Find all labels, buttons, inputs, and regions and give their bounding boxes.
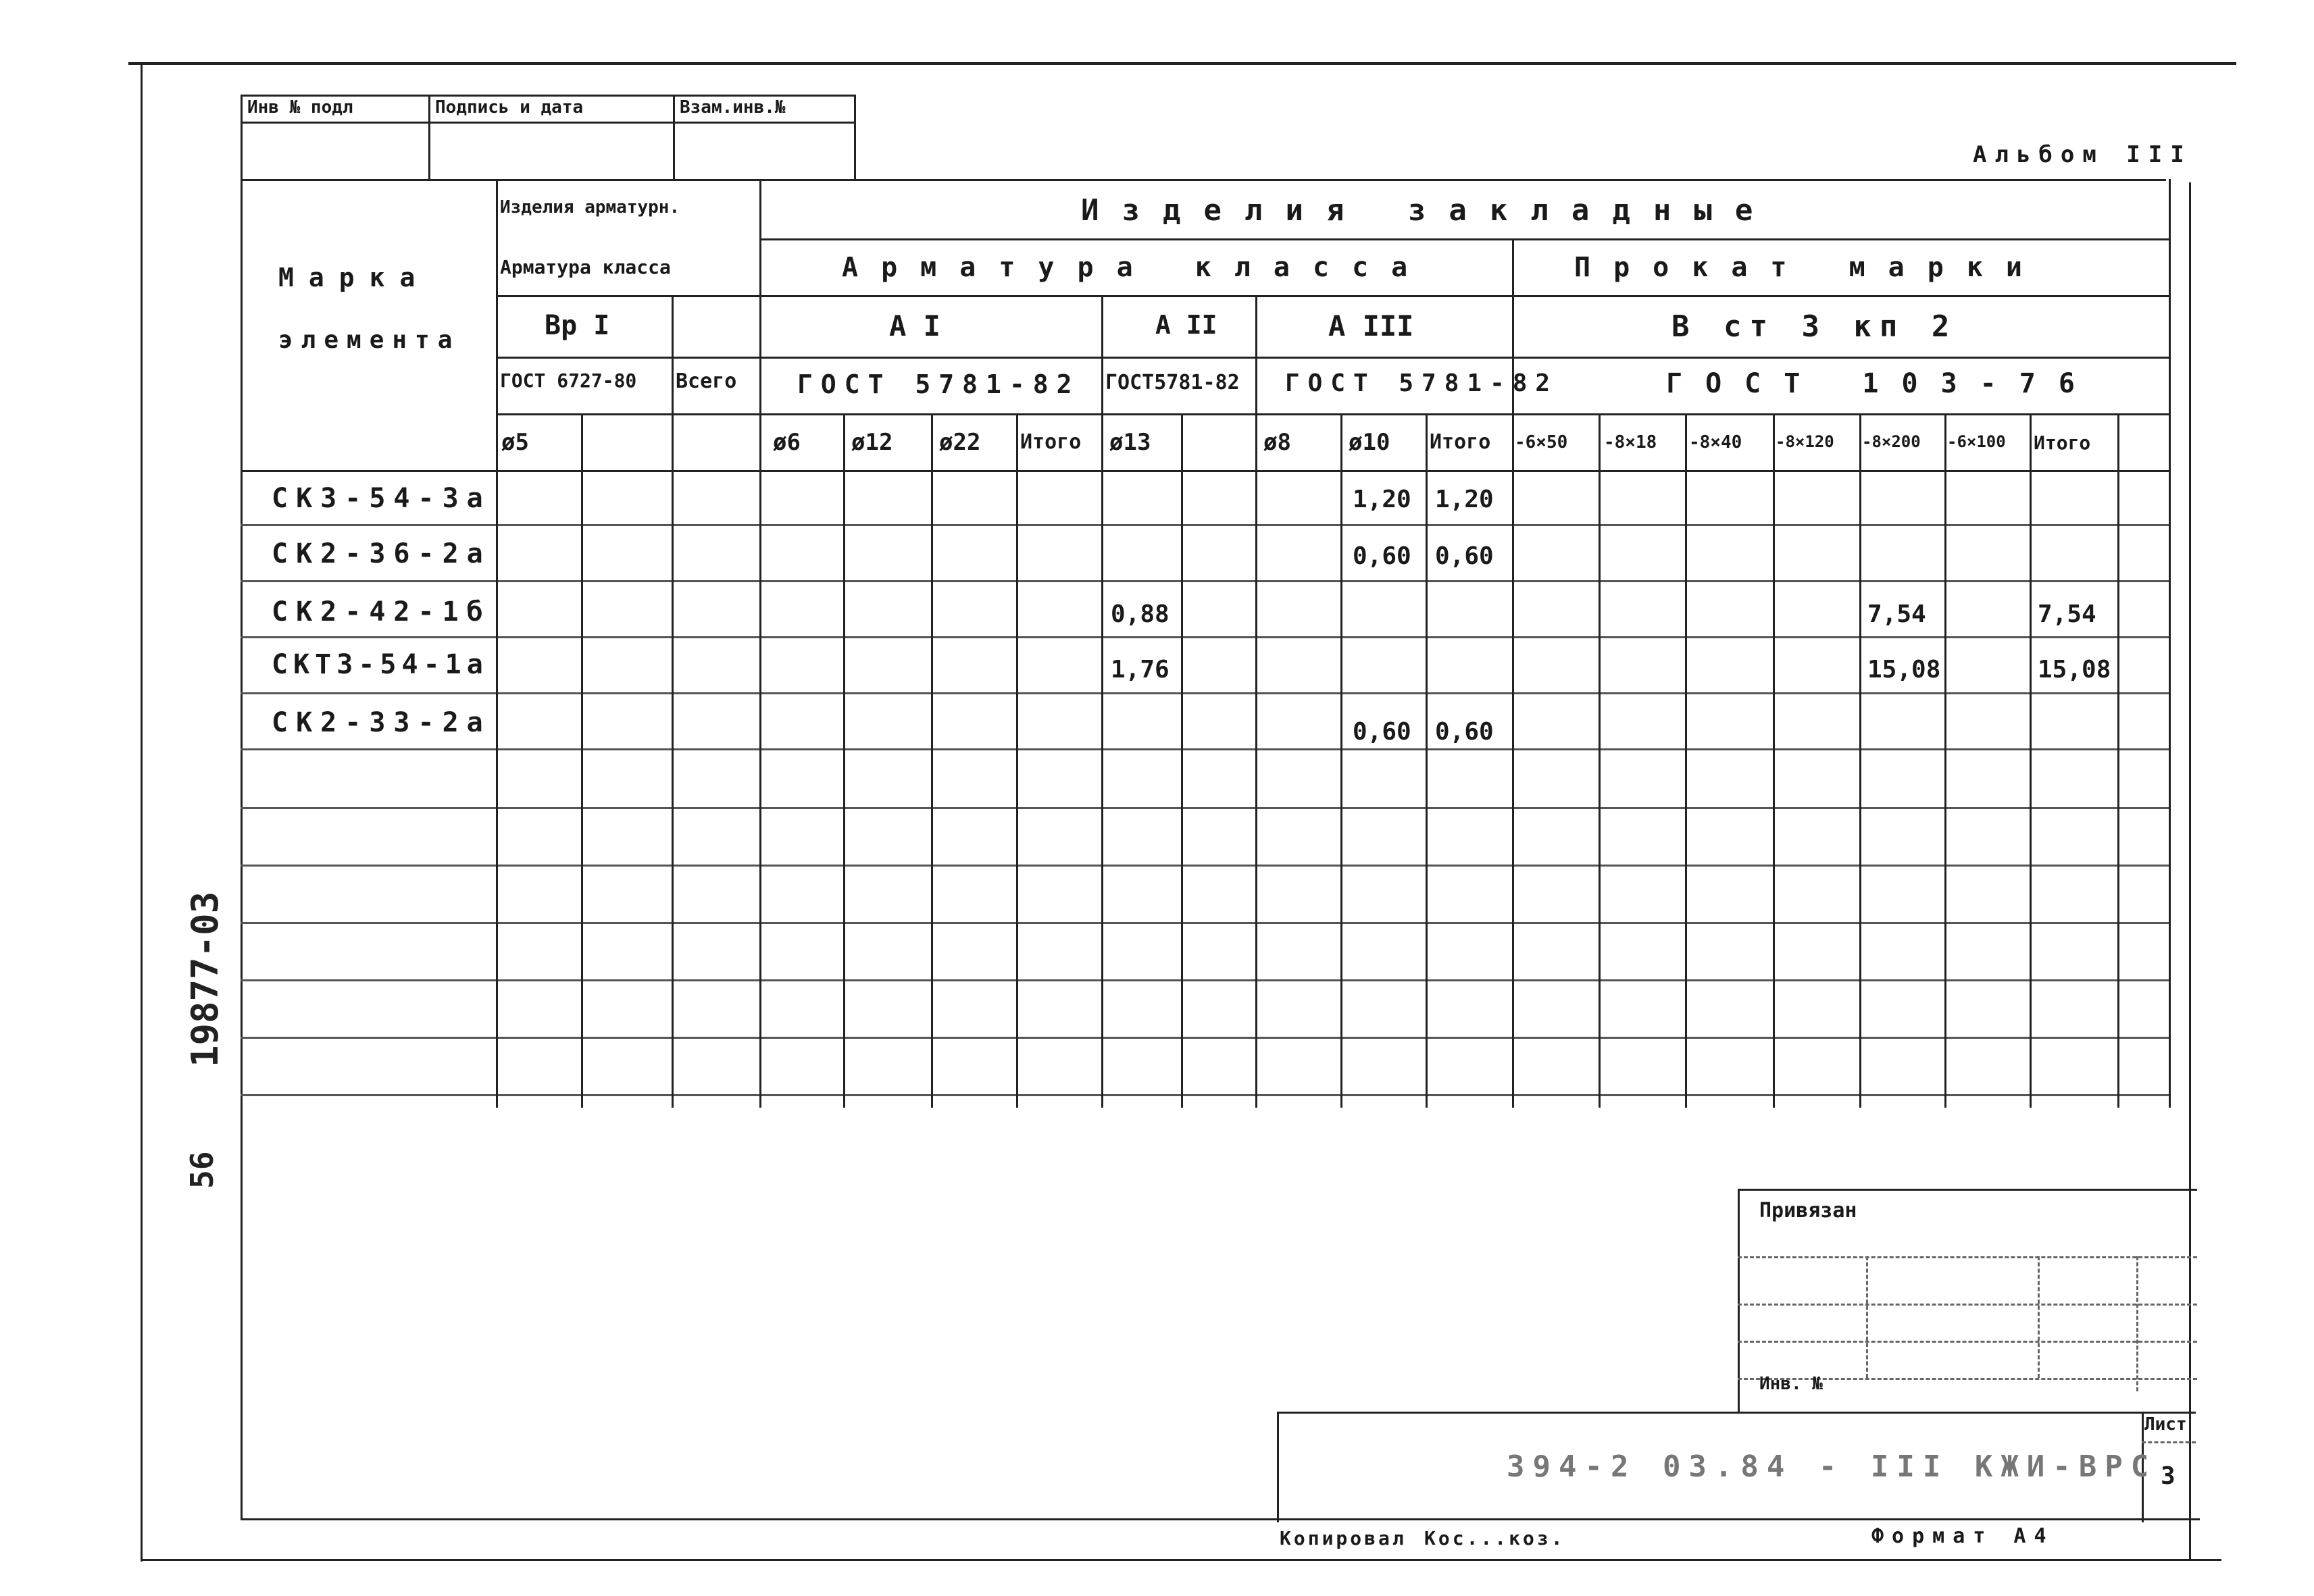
mark-header-line1: Марка: [278, 263, 430, 292]
table-cell: 0,60: [1353, 718, 1411, 746]
inner-bottom-line: [241, 1518, 2200, 1520]
table-cell: 1,76: [1111, 656, 1169, 684]
steel-grade: В ст 3 кп 2: [1671, 309, 1958, 344]
rolled-header: Прокат марки: [1574, 252, 2045, 283]
class-header-left: Арматура класса: [500, 256, 671, 278]
table-cell: 15,08: [2038, 656, 2111, 684]
vr-class: Вр I: [545, 310, 610, 341]
inv-no-label: Инв. №: [1759, 1374, 1823, 1394]
sheet-label: Лист: [2144, 1414, 2187, 1435]
class-header-mid: Арматура класса: [842, 252, 1431, 283]
row-mark: СКТ3-54-1а: [272, 649, 488, 680]
table-cell: 1,20: [1435, 486, 1494, 513]
table-cell: 7,54: [2038, 600, 2096, 628]
row-mark: СК2-33-2а: [272, 707, 491, 738]
stamp-replace-label: Взам.инв.№: [680, 97, 786, 118]
table-cell: 0,88: [1111, 600, 1169, 628]
col-8x200: -8×200: [1862, 432, 1921, 451]
album-label: Альбом III: [1973, 141, 2192, 168]
products-header: Изделия арматурн.: [500, 197, 680, 217]
copied-label: Копировал: [1280, 1527, 1407, 1549]
gost-rolled: ГОСТ 103-76: [1666, 368, 2098, 399]
table-cell: 15,08: [1867, 656, 1941, 684]
col-d13: ø13: [1109, 429, 1151, 456]
row-mark: СК3-54-3а: [272, 483, 491, 514]
vr-gost: ГОСТ 6727-80: [500, 369, 637, 392]
stamp-inv-label: Инв № подл: [247, 97, 353, 118]
table-cell: 0,60: [1353, 542, 1411, 570]
col-total-a1: Итого: [1020, 430, 1082, 454]
embedded-header: Изделия закладные: [1081, 193, 1776, 228]
col-8x40: -8×40: [1689, 432, 1742, 453]
inner-right-line: [2189, 182, 2191, 1560]
gost-a1: ГОСТ 5781-82: [797, 369, 1080, 399]
bound-label: Привязан: [1759, 1199, 1857, 1222]
designation-code: 394-2 03.84 - III КЖИ-ВРС: [1507, 1449, 2157, 1484]
frame-left-line: [141, 62, 143, 1562]
side-page-number: 56: [184, 1151, 220, 1189]
table-cell: 0,60: [1435, 718, 1494, 746]
total-label: Всего: [676, 369, 737, 393]
col-d6: ø6: [773, 429, 801, 456]
col-8x120: -8×120: [1776, 432, 1834, 451]
mark-header-line2: элемента: [278, 326, 461, 354]
row-mark: СК2-36-2а: [272, 538, 491, 569]
table-cell: 0,60: [1435, 542, 1494, 570]
side-document-number: 19877-03: [184, 891, 226, 1067]
table-cell: 7,54: [1867, 600, 1926, 628]
table-cell: 1,20: [1353, 486, 1411, 513]
gost-a3: ГОСТ 5781-82: [1285, 369, 1559, 397]
copier-name: Кос...коз.: [1424, 1527, 1565, 1549]
a3-class: А III: [1328, 309, 1414, 342]
sheet-number: 3: [2161, 1462, 2175, 1490]
col-total-a3: Итого: [1430, 430, 1491, 454]
col-8x18: -8×18: [1604, 432, 1657, 453]
col-6x50: -6×50: [1515, 432, 1568, 453]
stamp-signature-label: Подпись и дата: [435, 97, 584, 118]
col-d5: ø5: [501, 429, 529, 456]
frame-top-line: [128, 62, 2236, 65]
col-6x100: -6×100: [1947, 432, 2006, 451]
row-mark: СК2-42-1б: [272, 596, 491, 627]
a2-class: А II: [1155, 310, 1217, 340]
col-d8: ø8: [1263, 429, 1291, 456]
col-total-rolled: Итого: [2034, 432, 2091, 454]
frame-bottom-line: [141, 1559, 2221, 1561]
gost-a2: ГОСТ5781-82: [1105, 371, 1240, 394]
col-d22: ø22: [939, 429, 981, 456]
a1-class: А I: [889, 309, 940, 342]
col-d12: ø12: [851, 429, 893, 456]
col-d10: ø10: [1349, 429, 1390, 456]
format-label: Формат А4: [1871, 1524, 2055, 1548]
